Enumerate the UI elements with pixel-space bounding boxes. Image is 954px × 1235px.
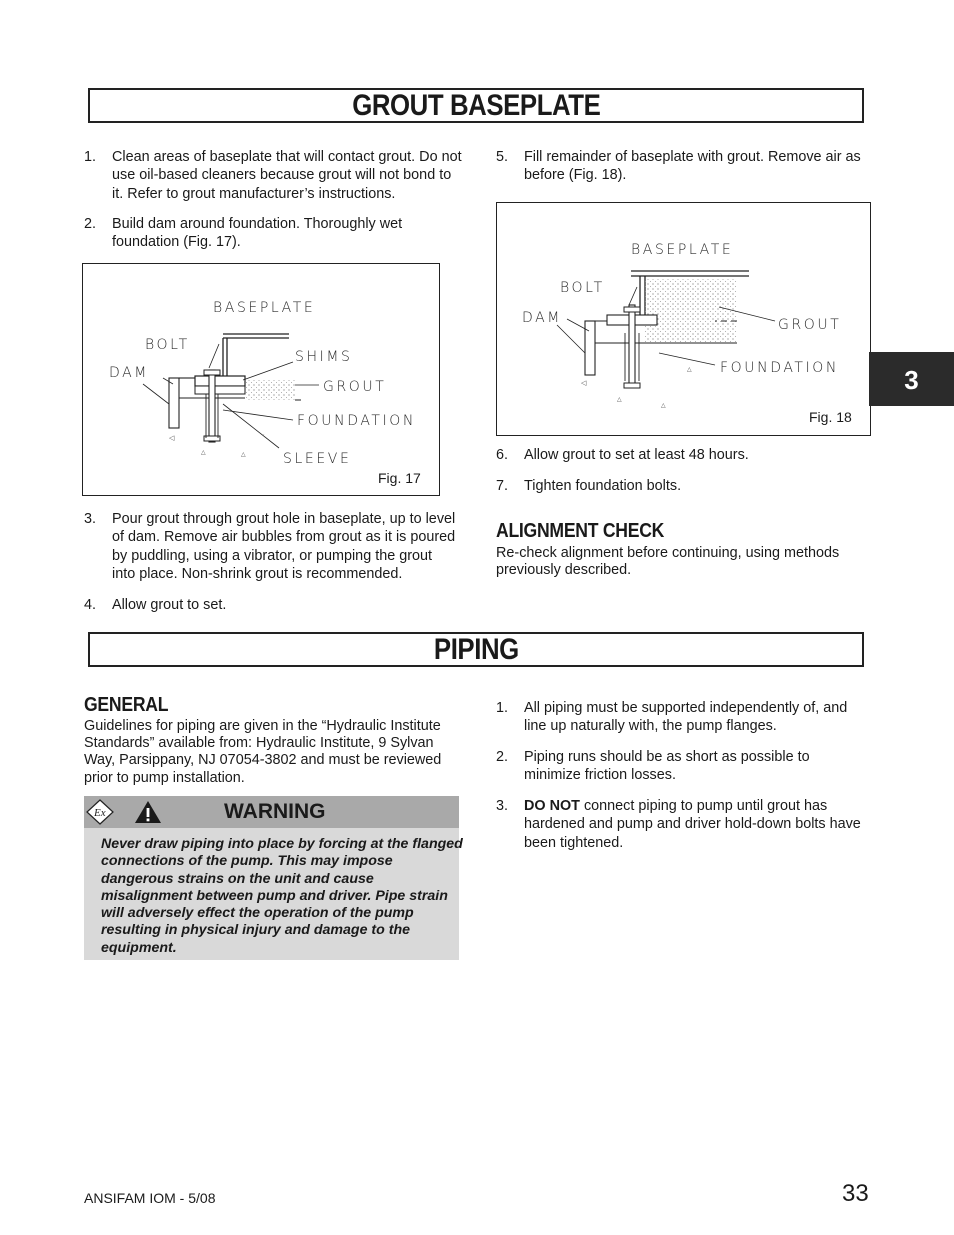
alignment-check-text: Re-check alignment before continuing, using methods previously described.: [496, 545, 840, 579]
general-text: Guidelines for piping are given in the “Hydraulic Institute Standards” available from: Hydraulic Institute, 9 Sylvan Way, Parsippany, NJ 07054-3802 and must be reviewed prior to pump installation.: [84, 718, 442, 786]
bolt-shape: [629, 305, 635, 385]
svg-text:△: △: [687, 367, 692, 373]
explosion-proof-icon: [86, 799, 114, 825]
step-number: 4.: [84, 597, 97, 613]
step-text: Tighten foundation bolts.: [524, 478, 682, 494]
step-number: 5.: [496, 149, 509, 165]
warning-triangle-icon: [134, 800, 162, 824]
alignment-check-heading: ALIGNMENT CHECK: [496, 520, 665, 542]
warning-label: WARNING: [224, 800, 326, 823]
footer-doc-id: ANSIFAM IOM - 5/08: [84, 1190, 216, 1206]
grout-section-title: GROUT BASEPLATE: [351, 89, 601, 122]
fig18-label-bolt: BOLT: [560, 280, 605, 296]
page-number: 33: [842, 1180, 869, 1207]
step-number: 1.: [496, 700, 509, 716]
svg-text:Ex: Ex: [94, 807, 106, 819]
fig17-label-grout: GROUT: [323, 379, 387, 395]
fig17-label-sleeve: SLEEVE: [283, 451, 352, 467]
piping-section-header: [88, 632, 864, 667]
fig17-label-shims: SHIMS: [295, 349, 353, 365]
step-text: Pour grout through grout hole in baseplate, up to level of dam. Remove air bubbles from grout as it is poured by puddling, using a vibrator, or pumping the grout into place. Non-shrink grout is recommended.: [112, 511, 456, 582]
svg-text:△: △: [617, 397, 622, 403]
svg-text:△: △: [661, 403, 666, 409]
step-text: Piping runs should be as short as possible to minimize friction losses.: [524, 749, 810, 784]
step-number: 2.: [496, 749, 509, 765]
general-heading: GENERAL: [84, 694, 169, 716]
bolt-shape: [209, 370, 215, 442]
do-not-emphasis: DO NOT: [524, 798, 580, 814]
step-text: Allow grout to set at least 48 hours.: [524, 447, 749, 463]
step-text-rest: connect piping to pump until grout has hardened and pump and driver hold-down bolts have been tightened.: [524, 798, 861, 851]
step-text: Clean areas of baseplate that will contact grout. Do not use oil-based cleaners because grout will not bond to it. Refer to grout manufacturer’s instructions.: [112, 149, 462, 202]
svg-text:·: ·: [263, 432, 265, 438]
figure-17: [82, 263, 440, 496]
grout-fill: [645, 279, 737, 343]
grout-fill: [245, 380, 295, 400]
piping-section-title: PIPING: [433, 633, 519, 666]
warning-text: Never draw piping into place by forcing at the flanged connections of the pump. This may impose dangerous strains on the unit and cause misalignment between pump and driver. Pipe strain will adversely effect the operation of the pump resulting in physical injury and damage to the equipment.: [101, 836, 463, 956]
fig17-caption: Fig. 17: [378, 470, 421, 486]
figure-18: [496, 202, 871, 436]
dam-shape: [585, 321, 595, 375]
step-number: 2.: [84, 216, 97, 232]
fig18-caption: Fig. 18: [809, 409, 852, 425]
step-number: 6.: [496, 447, 509, 463]
fig17-label-baseplate: BASEPLATE: [213, 300, 316, 316]
fig18-label-grout: GROUT: [778, 317, 842, 333]
step-number: 3.: [496, 798, 509, 814]
step-number: 7.: [496, 478, 509, 494]
step-text: All piping must be supported independently of, and line up naturally with, the pump flanges.: [524, 700, 848, 735]
svg-text:◁: ◁: [169, 435, 175, 442]
step-text: [524, 797, 864, 852]
fig18-label-foundation: FOUNDATION: [720, 360, 839, 376]
fig18-label-dam: DAM: [522, 310, 562, 326]
fig17-label-bolt: BOLT: [145, 337, 190, 353]
svg-text:△: △: [241, 452, 246, 458]
fig17-label-foundation: FOUNDATION: [297, 413, 416, 429]
fig17-diagram: [83, 264, 441, 497]
dam-shape: [169, 378, 179, 428]
section-tab: 3: [869, 352, 954, 406]
fig18-diagram: [497, 203, 872, 437]
fig17-label-dam: DAM: [109, 365, 149, 381]
step-number: 1.: [84, 149, 97, 165]
step-number: 3.: [84, 511, 97, 527]
step-text: Fill remainder of baseplate with grout. Remove air as before (Fig. 18).: [524, 149, 861, 184]
svg-text:△: △: [201, 450, 206, 456]
grout-section-header: [88, 88, 864, 123]
svg-text:◁: ◁: [581, 380, 587, 387]
fig18-label-baseplate: BASEPLATE: [631, 242, 734, 258]
step-text: Allow grout to set.: [112, 597, 227, 613]
warning-bar: [84, 796, 459, 828]
step-text: Build dam around foundation. Thoroughly wet foundation (Fig. 17).: [112, 216, 403, 251]
